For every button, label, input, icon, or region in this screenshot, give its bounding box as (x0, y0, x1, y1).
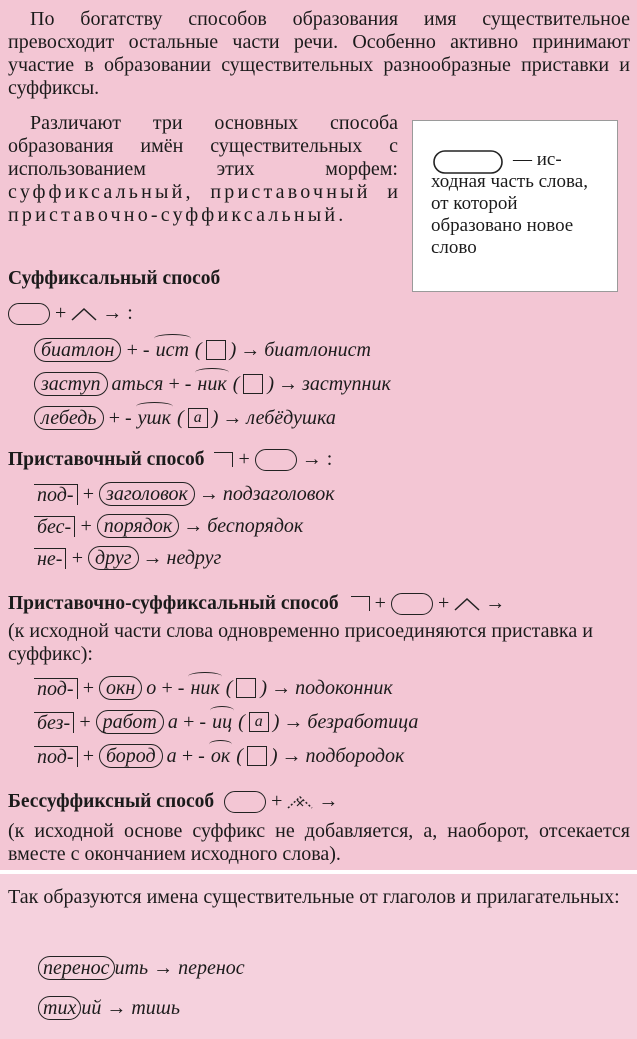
plus-sign: + (180, 744, 195, 767)
plus-sign: + (55, 302, 67, 324)
word-prefix: под- (34, 746, 78, 767)
word-base: порядок (97, 514, 180, 538)
bottom-section (0, 874, 637, 1039)
base-oval-icon (391, 593, 433, 615)
word-suffix: иц (212, 710, 233, 733)
plus-sign: + (79, 514, 93, 537)
intro-paragraph: По богатству способов образования имя существительное превосходит остальные части речи. Особенно активно принимают участие в образовании существительных разнообразные приставки и суффиксы. (8, 8, 630, 99)
word-base: друг (88, 546, 139, 570)
word-suffix: ист (155, 338, 189, 361)
word-result: подзаголовок (222, 482, 335, 505)
word-base: бород (99, 744, 163, 768)
zero-ending-box (236, 678, 256, 698)
plus-sign: + (437, 592, 450, 614)
plus-sign: + (81, 676, 96, 699)
arrow-sign: → (153, 957, 174, 979)
word-result: недруг (166, 546, 222, 569)
word-suffix: ник (190, 676, 220, 699)
word-result: заступник (302, 372, 391, 395)
bottom-example-1 (38, 956, 245, 980)
plus-sign: + (125, 338, 139, 361)
arrow-sign: → (318, 790, 339, 812)
plus-sign: + (167, 372, 181, 395)
base-oval-icon (255, 449, 297, 471)
word-result: подоконник (295, 676, 393, 699)
nonsuffixal-heading: Бессуффиксный способ (8, 790, 215, 812)
plus-sign: + (374, 592, 386, 614)
suffixal-heading: Суффиксальный способ (8, 268, 221, 289)
prefix-suffixal-example-3: под- + бород а + - ок ( ) → подбородок (34, 744, 404, 768)
colon-sign: : (127, 302, 133, 324)
plus-sign: + (271, 790, 283, 812)
prefixal-example-3 (34, 546, 221, 570)
prefix-suffixal-formula (351, 592, 506, 615)
prefix-suffixal-example-2: без- + работ а + - иц ( а ) → безработица (34, 710, 418, 734)
word-suffix: ок (210, 744, 231, 767)
suffixal-formula (8, 302, 133, 325)
word-base: заголовок (99, 482, 195, 506)
suffix-arc-icon (71, 307, 97, 321)
word-base: работ (96, 710, 164, 734)
methods-lead: Различают три основных способа образования имён существительных с использованием этих морфем: (8, 112, 398, 180)
suffix-arc-icon (454, 597, 480, 611)
word-rest: ий (81, 997, 102, 1019)
arrow-sign: → (222, 406, 243, 429)
plus-sign: + (81, 744, 96, 767)
word-result: тишь (131, 997, 180, 1019)
dash-sign: - (177, 676, 185, 699)
word-ending: а (188, 408, 208, 428)
plus-sign: + (238, 448, 250, 470)
word-rest: а (166, 744, 177, 767)
plus-sign: + (70, 546, 84, 569)
dash-sign: - (199, 710, 207, 733)
word-result: перенос (178, 957, 245, 979)
word-result: беспорядок (207, 514, 304, 537)
suffixal-example-2: заступ аться + - ник ( ) → заступник (34, 372, 391, 396)
methods-and: и (370, 181, 398, 203)
prefix-suffixal-example-1: под- + окн о + - ник ( ) → подоконник (34, 676, 393, 700)
dash-sign: - (184, 372, 192, 395)
legend-text-rest: ходная часть слова, от которой образовано новое слово (431, 171, 588, 258)
arrow-sign: → (183, 514, 204, 537)
plus-sign: + (81, 482, 96, 505)
method-prefix-suffixal-label: приставочно-суффиксальный. (8, 204, 347, 226)
prefixal-heading: Приставочный способ (8, 448, 205, 470)
arrow-sign: → (271, 676, 292, 699)
arrow-sign: → (142, 546, 163, 569)
word-result: подбородок (305, 744, 405, 767)
prefixal-example-1 (34, 482, 335, 506)
crossed-suffix-icon (287, 794, 313, 810)
arrow-sign: → (281, 744, 302, 767)
word-prefix: не- (34, 548, 66, 569)
word-prefix: бес- (34, 516, 75, 537)
zero-ending-box (206, 340, 226, 360)
bottom-example-2 (38, 996, 180, 1020)
arrow-sign: → (102, 302, 123, 324)
word-base: заступ (34, 372, 108, 396)
suffixal-example-1: биатлон + - ист ( ) → биатлонист (34, 338, 371, 362)
base-oval-icon (224, 791, 266, 813)
word-base: перенос (38, 956, 115, 980)
arrow-sign: → (301, 448, 322, 470)
word-result: лебёдушка (246, 406, 336, 429)
prefix-mark-icon (351, 596, 370, 611)
word-base: биатлон (34, 338, 121, 362)
prefixal-formula (214, 448, 332, 471)
prefix-suffixal-heading: Приставочно-суффиксальный способ (8, 592, 339, 614)
arrow-sign: → (278, 372, 299, 395)
arrow-sign: → (485, 592, 506, 614)
colon-sign: : (326, 448, 333, 470)
plus-sign: + (160, 676, 174, 699)
method-suffixal-label: суффиксальный, (8, 181, 194, 203)
bottom-paragraph: Так образуются имена существительные от глаголов и прилагательных: (8, 886, 620, 908)
dash-sign: - (125, 406, 132, 429)
word-rest: а (167, 710, 178, 733)
plus-sign: + (107, 406, 121, 429)
prefix-suffixal-heading-row (8, 592, 505, 615)
methods-paragraph (8, 112, 398, 227)
arrow-sign: → (198, 482, 219, 505)
word-rest: ить (114, 957, 149, 979)
prefix-suffixal-note: (к исходной части слова одновременно присоединяются приставка и суффикс): (8, 620, 593, 665)
nonsuffixal-note: (к исходной основе суффикс не добавляется, а, наоборот, отсекается вместе с окончанием исходного слова). (8, 820, 630, 865)
dash-sign: - (142, 338, 150, 361)
word-prefix: под- (34, 484, 78, 505)
word-ending: а (249, 712, 269, 732)
word-prefix: без- (34, 712, 74, 733)
arrow-sign: → (283, 710, 304, 733)
word-base: окн (99, 676, 142, 700)
plus-sign: + (78, 710, 92, 733)
word-suffix: ник (197, 372, 227, 395)
base-oval-icon (8, 303, 50, 325)
word-suffix: ушк (137, 406, 172, 429)
legend-text-first: — ис- (513, 149, 562, 170)
dash-sign: - (198, 744, 205, 767)
legend-box (412, 120, 618, 292)
word-rest: о (146, 676, 157, 699)
word-base: тих (38, 996, 81, 1020)
legend-text (431, 149, 609, 259)
nonsuffixal-heading-row (8, 790, 338, 813)
method-prefixal-label: приставочный (210, 181, 371, 203)
word-result: безработица (307, 710, 419, 733)
arrow-sign: → (240, 338, 261, 361)
word-result: биатлонист (264, 338, 371, 361)
zero-ending-box (243, 374, 263, 394)
word-rest: аться (111, 372, 164, 395)
prefix-mark-icon (214, 452, 233, 467)
prefixal-heading-row (8, 448, 332, 471)
prefixal-example-2 (34, 514, 303, 538)
word-prefix: под- (34, 678, 78, 699)
plus-sign: + (181, 710, 196, 733)
zero-ending-box (247, 746, 267, 766)
suffixal-example-3: лебедь + - ушк ( а ) → лебёдушка (34, 406, 336, 430)
arrow-sign: → (106, 997, 127, 1019)
word-base: лебедь (34, 406, 104, 430)
nonsuffixal-formula (224, 790, 338, 813)
